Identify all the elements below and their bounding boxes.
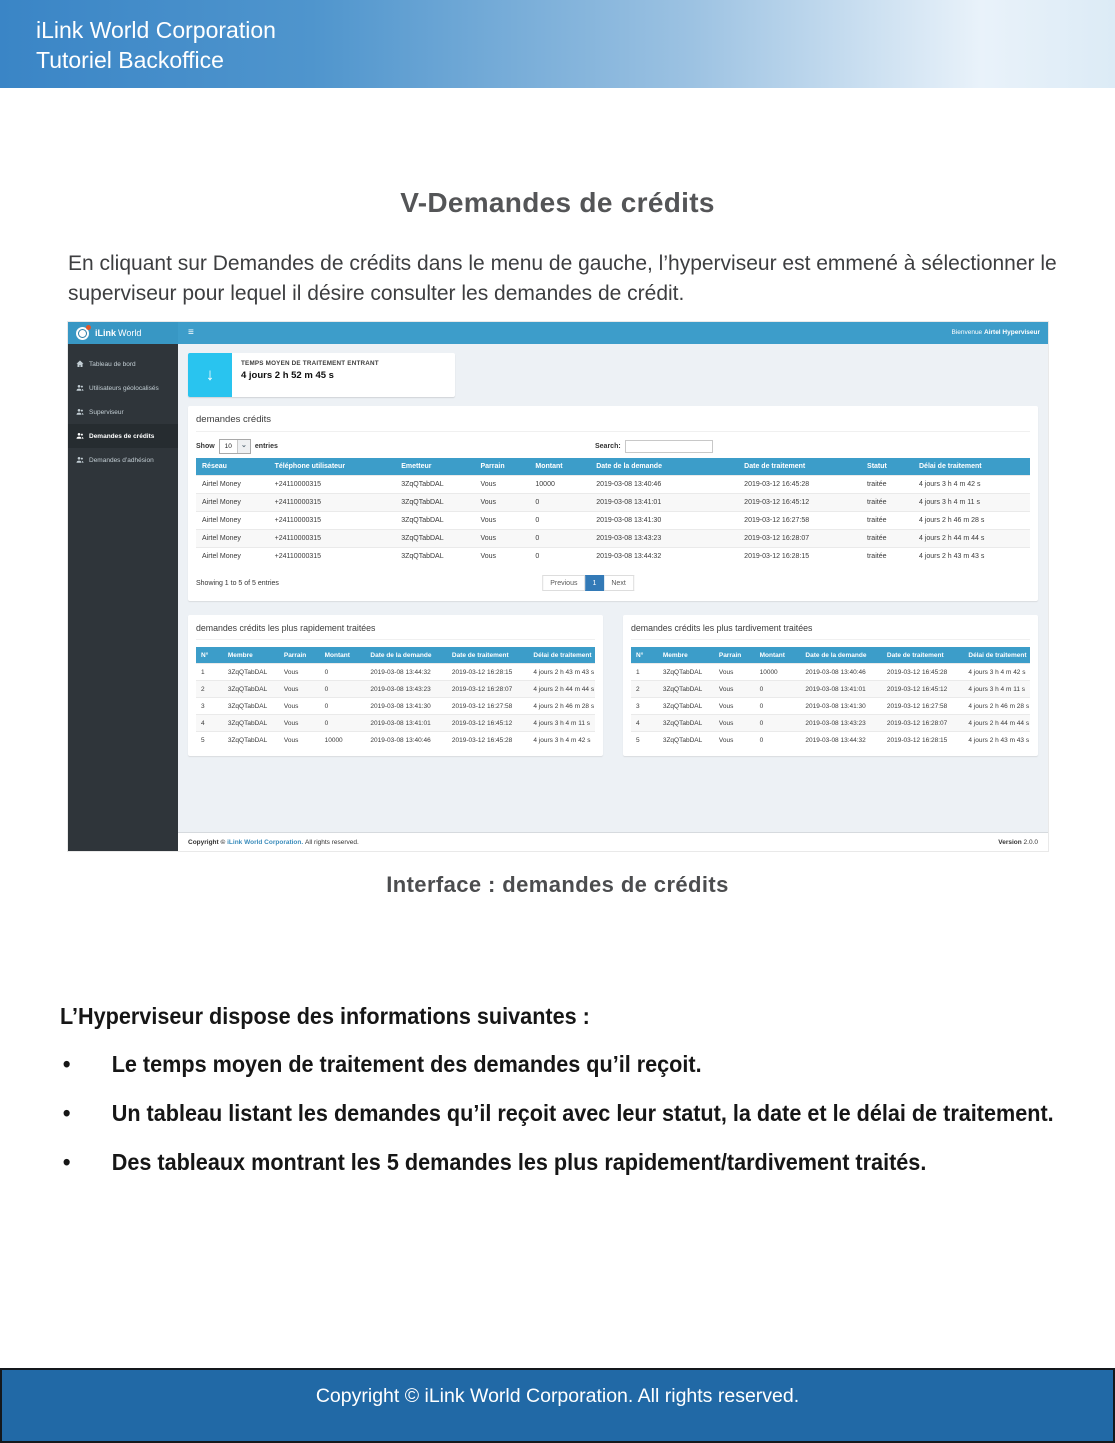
table-cell: 2019-03-12 16:45:12 xyxy=(447,715,528,732)
table-cell: 3ZqQTabDAL xyxy=(223,715,279,732)
table-cell: 4 xyxy=(631,715,658,732)
column-header[interactable]: Montant xyxy=(755,647,801,664)
table-cell: 3ZqQTabDAL xyxy=(395,530,474,548)
table-cell: 2019-03-08 13:41:30 xyxy=(365,698,446,715)
column-header[interactable]: Date de traitement xyxy=(447,647,528,664)
table-cell: 3ZqQTabDAL xyxy=(223,698,279,715)
table-cell: +24110000315 xyxy=(269,494,396,512)
bullet-icon: • xyxy=(62,1051,71,1077)
column-header[interactable]: N° xyxy=(631,647,658,664)
version-label: Version xyxy=(998,838,1022,846)
bullet-item xyxy=(60,1100,1113,1127)
column-header[interactable]: Date de traitement xyxy=(738,458,861,476)
bullet-text: Des tableaux montrant les 5 demandes les plus rapidement/tardivement traités. xyxy=(111,1149,927,1175)
sidebar-item-label: Superviseur xyxy=(89,408,124,416)
info-block xyxy=(60,1003,1113,1198)
table-cell: 4 jours 2 h 43 m 43 s xyxy=(913,548,1030,566)
table-header-row xyxy=(196,458,1030,476)
intro-paragraph: En cliquant sur Demandes de crédits dans le menu de gauche, l’hyperviseur est emmené à sélectionner le superviseur pour lequel il désire consulter les demandes de crédit. xyxy=(68,252,1057,306)
search-input[interactable] xyxy=(625,440,713,453)
column-header[interactable]: Date de la demande xyxy=(590,458,738,476)
table-cell: 4 jours 3 h 4 m 42 s xyxy=(913,476,1030,494)
column-header[interactable]: Statut xyxy=(861,458,913,476)
bullet-item xyxy=(60,1051,1113,1078)
table-cell: 0 xyxy=(755,715,801,732)
app-screenshot xyxy=(68,322,1048,851)
document-header-line2: Tutoriel Backoffice xyxy=(36,46,224,73)
column-header[interactable]: Parrain xyxy=(714,647,755,664)
column-header[interactable]: Parrain xyxy=(474,458,529,476)
sidebar-item-tableau-de-bord[interactable] xyxy=(68,352,178,376)
globe-logo-icon xyxy=(76,327,89,340)
table-cell: 2019-03-12 16:27:58 xyxy=(447,698,528,715)
sidebar-item-label: Demandes de crédits xyxy=(89,432,155,440)
table-row xyxy=(631,681,1030,698)
table-cell: Vous xyxy=(474,476,529,494)
table-cell: Airtel Money xyxy=(196,530,269,548)
table-cell: +24110000315 xyxy=(269,548,396,566)
table-cell: 10000 xyxy=(529,476,590,494)
app-body xyxy=(68,344,1048,851)
table-cell: Vous xyxy=(714,698,755,715)
table-cell: 2019-03-12 16:28:15 xyxy=(738,548,861,566)
table-cell: 3ZqQTabDAL xyxy=(658,732,714,749)
table-cell: 2019-03-12 16:45:28 xyxy=(447,732,528,749)
table-cell: 3ZqQTabDAL xyxy=(223,681,279,698)
column-header[interactable]: Montant xyxy=(529,458,590,476)
table-cell: Vous xyxy=(474,530,529,548)
column-header[interactable]: Délai de traitement xyxy=(913,458,1030,476)
table-row xyxy=(196,494,1030,512)
table-cell: Vous xyxy=(714,681,755,698)
table-cell: Vous xyxy=(714,732,755,749)
table-cell: 3ZqQTabDAL xyxy=(395,476,474,494)
table-row xyxy=(631,698,1030,715)
table-cell: 4 jours 3 h 4 m 11 s xyxy=(913,494,1030,512)
table-cell: 4 jours 2 h 46 m 28 s xyxy=(528,698,595,715)
bullet-text: Un tableau listant les demandes qu’il reçoit avec leur statut, la date et le délai de traitement. xyxy=(111,1100,1054,1126)
document-footer xyxy=(0,1368,1115,1443)
table-cell: 2019-03-12 16:27:58 xyxy=(882,698,963,715)
table-cell: 4 jours 2 h 44 m 44 s xyxy=(528,681,595,698)
table-cell: 10000 xyxy=(755,664,801,681)
users-icon xyxy=(76,384,84,392)
table-cell: 10000 xyxy=(320,732,366,749)
table-cell: Vous xyxy=(279,698,320,715)
column-header[interactable]: Réseau xyxy=(196,458,269,476)
table-cell: 2019-03-12 16:27:58 xyxy=(738,512,861,530)
page-title: V-Demandes de crédits xyxy=(400,186,715,218)
infobox-label: TEMPS MOYEN DE TRAITEMENT ENTRANT xyxy=(241,360,379,367)
users-icon xyxy=(76,408,84,416)
table-row xyxy=(196,548,1030,566)
table-cell: 1 xyxy=(631,664,658,681)
app-brand-name xyxy=(95,328,141,338)
table-cell: 5 xyxy=(631,732,658,749)
table-cell: traitée xyxy=(861,530,913,548)
table-cell: 2 xyxy=(196,681,223,698)
table-cell: 5 xyxy=(196,732,223,749)
column-header[interactable]: Téléphone utilisateur xyxy=(269,458,396,476)
column-header[interactable]: Membre xyxy=(658,647,714,664)
slowest-processed-panel xyxy=(623,615,1038,756)
page-size-value: 10 xyxy=(224,443,232,450)
column-header[interactable]: Date de la demande xyxy=(365,647,446,664)
search-label: Search: xyxy=(595,443,621,450)
table-cell: 2019-03-08 13:43:23 xyxy=(800,715,881,732)
table-cell: 2019-03-12 16:45:12 xyxy=(882,681,963,698)
document-footer-text: Copyright © iLink World Corporation. All rights reserved. xyxy=(315,1385,800,1407)
avg-processing-time-infobox xyxy=(188,353,455,397)
table-cell: +24110000315 xyxy=(269,512,396,530)
show-label: Show xyxy=(196,443,215,450)
table-cell: traitée xyxy=(861,512,913,530)
table-cell: 2019-03-08 13:40:46 xyxy=(365,732,446,749)
document-header-line1: iLink World Corporation xyxy=(36,17,276,43)
table-cell: 4 jours 2 h 43 m 43 s xyxy=(963,732,1030,749)
table-cell: 2019-03-08 13:41:01 xyxy=(590,494,738,512)
table-cell: 4 jours 2 h 43 m 43 s xyxy=(528,664,595,681)
bullet-text: Le temps moyen de traitement des demandes qu’il reçoit. xyxy=(111,1051,702,1077)
next-page-button[interactable]: Next xyxy=(604,575,633,591)
welcome-prefix: Bienvenue xyxy=(951,329,983,336)
sidebar-item-label: Tableau de bord xyxy=(89,360,136,368)
pagination xyxy=(542,575,634,591)
demandes-credits-table xyxy=(196,458,1030,565)
table-cell: 2019-03-08 13:44:32 xyxy=(800,732,881,749)
column-header[interactable]: Membre xyxy=(223,647,279,664)
sidebar-item-label: Utilisateurs géolocalisés xyxy=(89,384,159,392)
table-row xyxy=(196,715,595,732)
table-cell: 3 xyxy=(631,698,658,715)
table-cell: 4 jours 3 h 4 m 11 s xyxy=(528,715,595,732)
table-cell: 2019-03-12 16:28:07 xyxy=(447,681,528,698)
table-cell: 3ZqQTabDAL xyxy=(395,548,474,566)
table-cell: 0 xyxy=(755,698,801,715)
table-cell: 3ZqQTabDAL xyxy=(658,715,714,732)
table-cell: 2019-03-08 13:41:30 xyxy=(590,512,738,530)
entries-summary: Showing 1 to 5 of 5 entries xyxy=(196,579,279,587)
table-cell: 2019-03-12 16:28:07 xyxy=(882,715,963,732)
table-cell: 3 xyxy=(196,698,223,715)
table-row xyxy=(631,664,1030,681)
table-cell: 0 xyxy=(320,664,366,681)
table-cell: 0 xyxy=(320,715,366,732)
sidebar-item-label: Demandes d’adhésion xyxy=(89,456,154,464)
table-row xyxy=(196,530,1030,548)
table-cell: Vous xyxy=(474,548,529,566)
table-cell: Vous xyxy=(714,715,755,732)
hamburger-icon[interactable]: ≡ xyxy=(188,327,194,338)
table-cell: 2019-03-08 13:41:01 xyxy=(800,681,881,698)
table-cell: traitée xyxy=(861,494,913,512)
table-cell: 3ZqQTabDAL xyxy=(658,698,714,715)
panel-title: demandes crédits les plus tardivement traitées xyxy=(631,623,1030,640)
table-row xyxy=(196,476,1030,494)
table-cell: 2 xyxy=(631,681,658,698)
demandes-credits-panel xyxy=(188,406,1038,601)
table-cell: Vous xyxy=(474,512,529,530)
previous-page-button[interactable]: Previous xyxy=(542,575,585,591)
table-cell: Airtel Money xyxy=(196,512,269,530)
welcome-username: Airtel Hyperviseur xyxy=(984,329,1040,336)
table-cell: 2019-03-12 16:28:15 xyxy=(447,664,528,681)
column-header[interactable]: Emetteur xyxy=(395,458,474,476)
table-cell: 0 xyxy=(529,512,590,530)
users-icon xyxy=(76,456,84,464)
fastest-processed-panel xyxy=(188,615,603,756)
table-cell: 1 xyxy=(196,664,223,681)
table-cell: 2019-03-08 13:40:46 xyxy=(800,664,881,681)
table-cell: 2019-03-08 13:40:46 xyxy=(590,476,738,494)
page-1-button[interactable]: 1 xyxy=(585,575,604,591)
column-header[interactable]: Délai de traitement xyxy=(963,647,1030,664)
table-cell: 0 xyxy=(320,698,366,715)
table-cell: 4 jours 3 h 4 m 42 s xyxy=(963,664,1030,681)
app-navbar xyxy=(68,322,1048,344)
table-cell: 2019-03-12 16:28:07 xyxy=(738,530,861,548)
table-cell: 3ZqQTabDAL xyxy=(658,681,714,698)
page-size-select[interactable] xyxy=(219,439,251,454)
bullet-icon: • xyxy=(62,1100,71,1126)
table-cell: Vous xyxy=(474,494,529,512)
sidebar-item-utilisateurs-geolocalises[interactable] xyxy=(68,376,178,400)
table-cell: 2019-03-12 16:45:28 xyxy=(738,476,861,494)
version-value: 2.0.0 xyxy=(1023,838,1038,846)
table-row xyxy=(196,732,595,749)
table-row xyxy=(631,732,1030,749)
table-cell: Vous xyxy=(714,664,755,681)
table-cell: 2019-03-08 13:44:32 xyxy=(590,548,738,566)
table-cell: Vous xyxy=(279,732,320,749)
app-content xyxy=(178,344,1048,851)
table-cell: 3ZqQTabDAL xyxy=(658,664,714,681)
column-header[interactable]: Date de la demande xyxy=(800,647,881,664)
table-cell: Vous xyxy=(279,681,320,698)
table-cell: +24110000315 xyxy=(269,530,396,548)
table-cell: 0 xyxy=(320,681,366,698)
table-cell: 0 xyxy=(529,548,590,566)
table-cell: 2019-03-08 13:43:23 xyxy=(365,681,446,698)
table-cell: 0 xyxy=(529,530,590,548)
table-cell: 2019-03-12 16:28:15 xyxy=(882,732,963,749)
table-cell: 2019-03-08 13:41:30 xyxy=(800,698,881,715)
slowest-processed-table xyxy=(631,647,1030,748)
bullet-icon: • xyxy=(62,1149,71,1175)
chevron-down-icon: ⌄ xyxy=(237,440,250,453)
table-row xyxy=(196,664,595,681)
table-cell: traitée xyxy=(861,476,913,494)
table-cell: 3ZqQTabDAL xyxy=(395,512,474,530)
table-row xyxy=(631,715,1030,732)
infobox-value: 4 jours 2 h 52 m 45 s xyxy=(241,370,334,381)
table-cell: 4 jours 2 h 44 m 44 s xyxy=(913,530,1030,548)
panel-title: demandes crédits xyxy=(196,414,1030,432)
brand-bold: iLink xyxy=(95,328,117,338)
app-brand[interactable] xyxy=(68,322,178,344)
app-copyright: Copyright © xyxy=(188,838,226,846)
column-header[interactable]: Montant xyxy=(320,647,366,664)
table-cell: 4 jours 2 h 44 m 44 s xyxy=(963,715,1030,732)
table-header-row xyxy=(196,647,595,664)
column-header[interactable]: Parrain xyxy=(279,647,320,664)
table-cell: 4 jours 3 h 4 m 11 s xyxy=(963,681,1030,698)
table-cell: Airtel Money xyxy=(196,494,269,512)
app-footer xyxy=(178,832,1048,851)
table-cell: 4 xyxy=(196,715,223,732)
table-row xyxy=(196,512,1030,530)
panel-title: demandes crédits les plus rapidement traitées xyxy=(196,623,595,640)
table-cell: 3ZqQTabDAL xyxy=(223,732,279,749)
table-cell: 0 xyxy=(755,681,801,698)
app-rights: All rights reserved. xyxy=(305,838,359,846)
app-company-link[interactable]: iLink World Corporation. xyxy=(227,838,304,846)
table-cell: 2019-03-08 13:44:32 xyxy=(365,664,446,681)
table-cell: 2019-03-12 16:45:12 xyxy=(738,494,861,512)
table-cell: +24110000315 xyxy=(269,476,396,494)
table-search-control xyxy=(595,440,713,453)
bullet-item xyxy=(60,1149,1113,1176)
table-cell: 3ZqQTabDAL xyxy=(223,664,279,681)
brand-regular: World xyxy=(118,328,142,338)
table-cell: 4 jours 2 h 46 m 28 s xyxy=(963,698,1030,715)
table-cell: 2019-03-12 16:45:28 xyxy=(882,664,963,681)
table-row xyxy=(196,681,595,698)
column-header[interactable]: Délai de traitement xyxy=(528,647,595,664)
table-cell: 4 jours 3 h 4 m 42 s xyxy=(528,732,595,749)
app-sidebar xyxy=(68,344,178,851)
down-arrow-icon: ↓ xyxy=(188,353,232,397)
table-cell: 2019-03-08 13:41:01 xyxy=(365,715,446,732)
users-icon xyxy=(76,432,84,440)
info-heading: L’Hyperviseur dispose des informations suivantes : xyxy=(60,1003,590,1029)
column-header[interactable]: Date de traitement xyxy=(882,647,963,664)
table-cell: 3ZqQTabDAL xyxy=(395,494,474,512)
entries-label: entries xyxy=(254,443,278,450)
table-header-row xyxy=(631,647,1030,664)
screenshot-caption: Interface : demandes de crédits xyxy=(386,872,729,897)
sidebar-item-demandes-dadhesion[interactable] xyxy=(68,448,178,472)
home-icon xyxy=(76,360,84,368)
table-row xyxy=(196,698,595,715)
document-header xyxy=(0,0,1115,88)
table-cell: Airtel Money xyxy=(196,476,269,494)
table-cell: 4 jours 2 h 46 m 28 s xyxy=(913,512,1030,530)
table-cell: 2019-03-08 13:43:23 xyxy=(590,530,738,548)
fastest-processed-table xyxy=(196,647,595,748)
table-cell: Vous xyxy=(279,715,320,732)
welcome-user[interactable] xyxy=(951,322,1048,344)
sidebar-item-superviseur[interactable] xyxy=(68,400,178,424)
table-cell: Vous xyxy=(279,664,320,681)
table-cell: 0 xyxy=(529,494,590,512)
sidebar-item-demandes-de-credits[interactable] xyxy=(68,424,178,448)
table-cell: traitée xyxy=(861,548,913,566)
table-cell: 0 xyxy=(755,732,801,749)
column-header[interactable]: N° xyxy=(196,647,223,664)
table-cell: Airtel Money xyxy=(196,548,269,566)
